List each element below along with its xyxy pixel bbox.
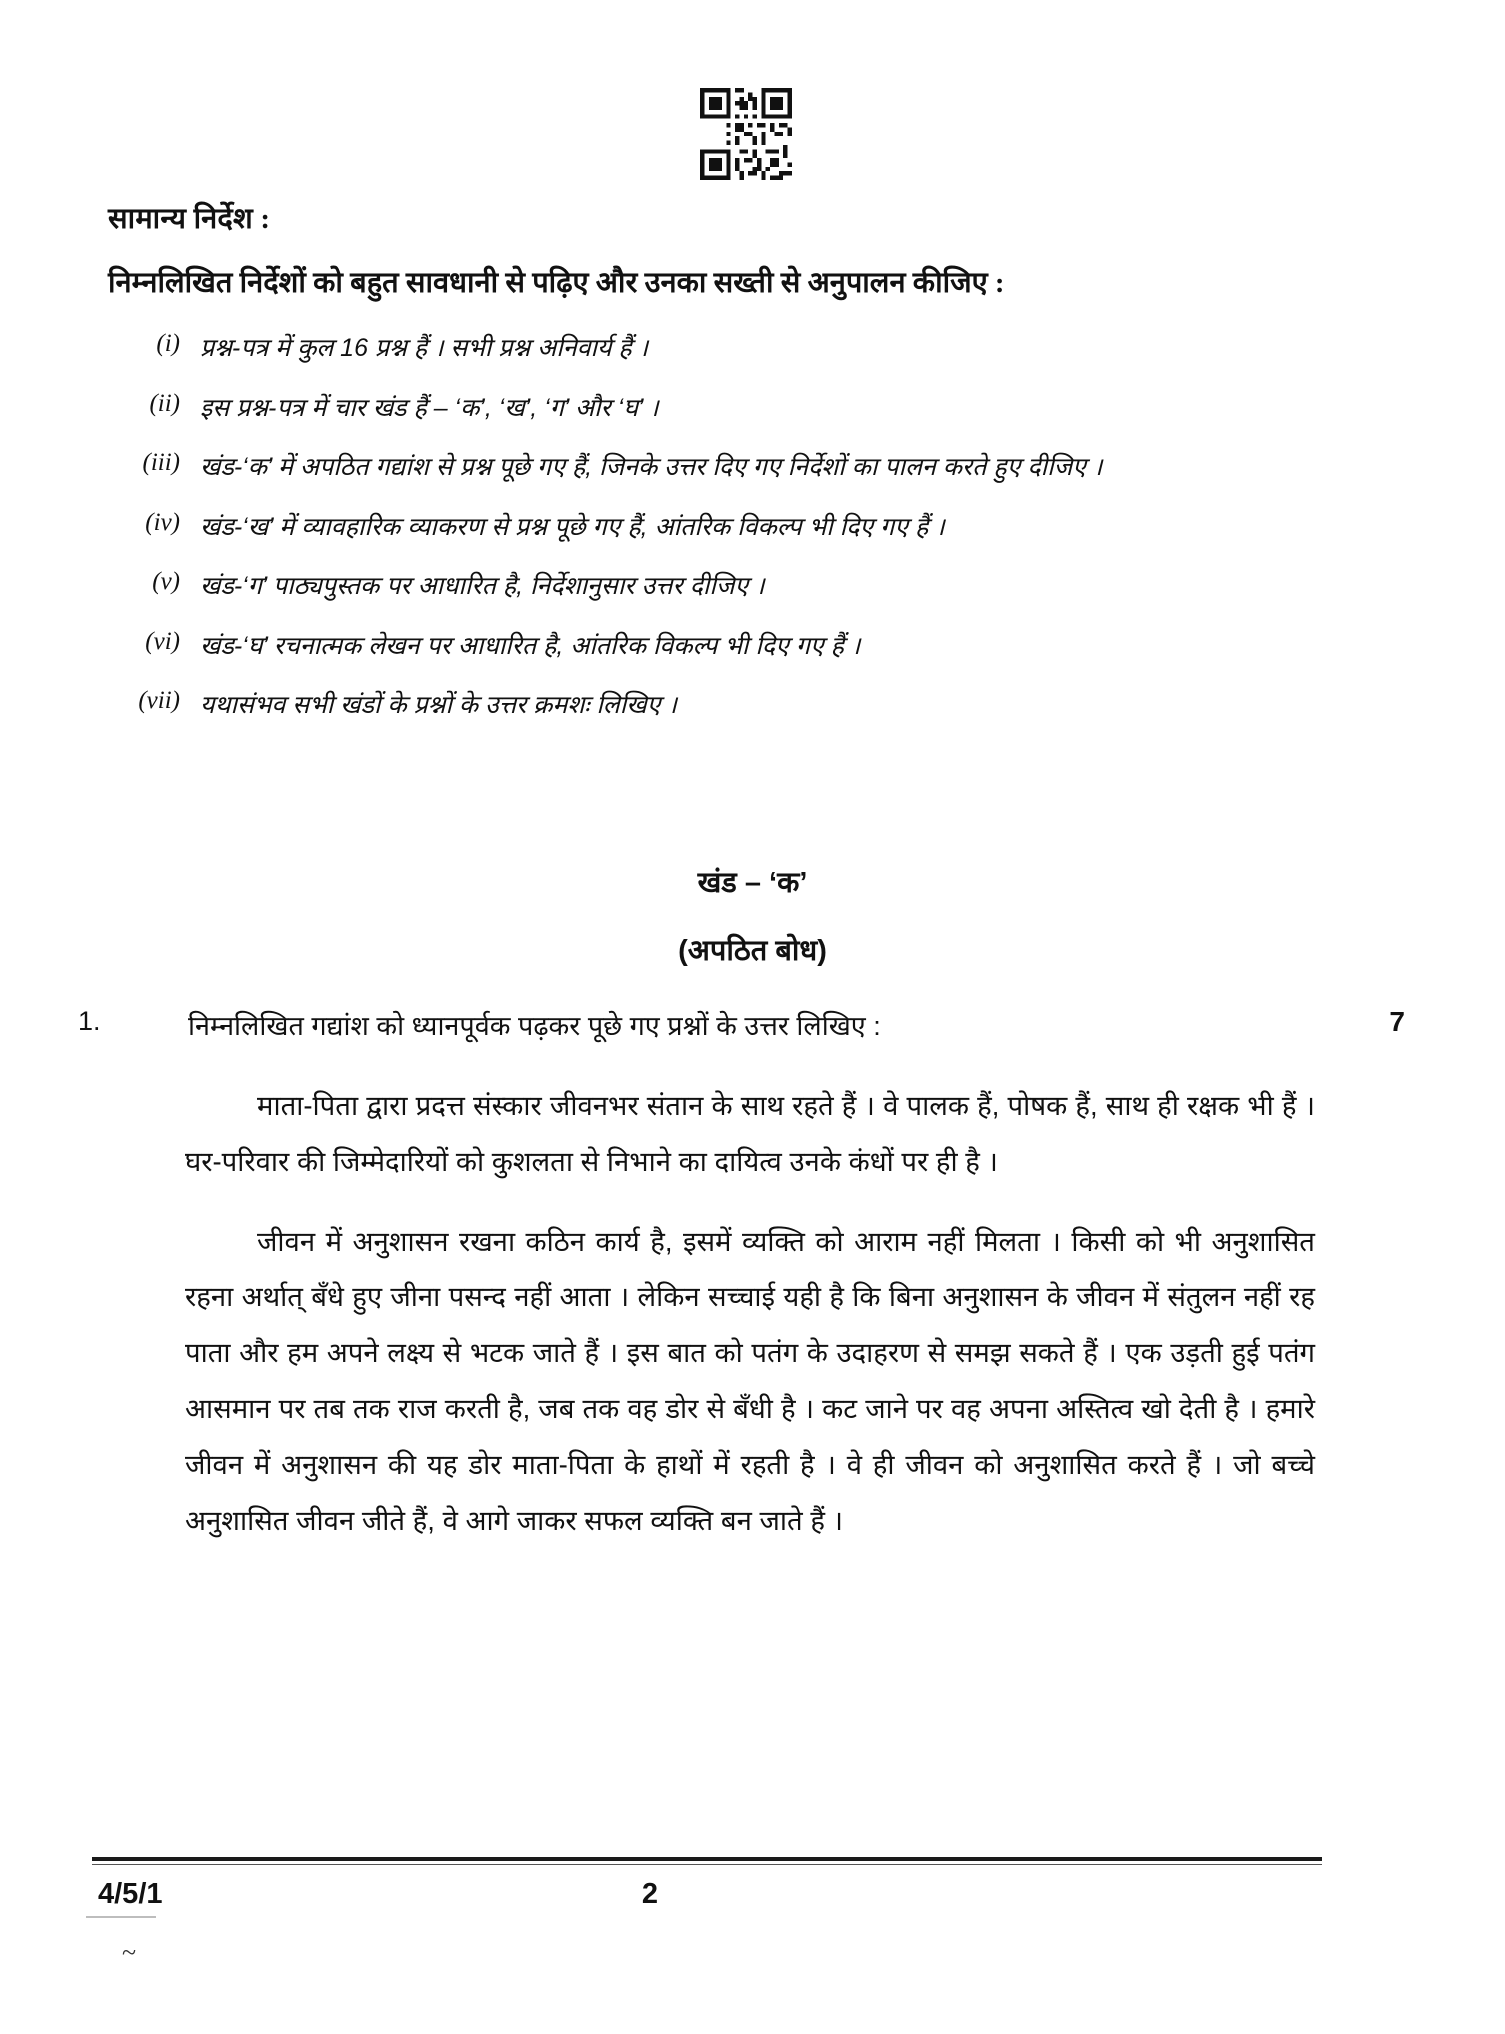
question-marks: 7 <box>1389 1006 1405 1037</box>
instruction-item <box>108 509 1398 547</box>
scan-artifact <box>86 1916 156 1918</box>
qr-code-icon <box>700 88 792 180</box>
instruction-text: खंड-‘क’ में अपठित गद्यांश से प्रश्न पूछे गए हैं, जिनके उत्तर दिए गए निर्देशों का पालन करते हुए दीजिए । <box>200 453 1103 481</box>
page-number: 2 <box>641 1878 659 1910</box>
instruction-item <box>108 449 1398 487</box>
general-instructions-subtitle: निम्नलिखित निर्देशों को बहुत सावधानी से पढ़िए और उनका सख्ती से अनुपालन कीजिए : <box>108 267 1005 299</box>
passage-paragraph: माता-पिता द्वारा प्रदत्त संस्कार जीवनभर संतान के साथ रहते हैं । वे पालक हैं, पोषक हैं, साथ ही रक्षक भी हैं । घर-परिवार की जिम्मेदारियों को कुशलता से निभाने का दायित्व उनके कंधों पर ही है । <box>185 1090 1315 1177</box>
instructions-list <box>108 330 1398 747</box>
instruction-number: (iii) <box>142 449 180 476</box>
instruction-text: इस प्रश्न-पत्र में चार खंड हैं – ‘क’, ‘ख’, ‘ग’ और ‘घ’ । <box>200 393 659 422</box>
instruction-item <box>108 628 1398 666</box>
instruction-number: (v) <box>152 568 180 595</box>
instruction-number: (vi) <box>145 627 180 655</box>
instruction-text: यथासंभव सभी खंडों के प्रश्नों के उत्तर क्रमशः लिखिए । <box>200 691 677 719</box>
instruction-number: (i) <box>156 330 180 357</box>
instruction-item <box>108 568 1398 606</box>
passage-paragraph: जीवन में अनुशासन रखना कठिन कार्य है, इसमें व्यक्ति को आराम नहीं मिलता । किसी को भी अनुशासित रहना अर्थात् बँधे हुए जीना पसन्द नहीं आता । लेकिन सच्चाई यही है कि बिना अनुशासन के जीवन में संतुलन नहीं रह पाता और हम अपने लक्ष्य से भटक जाते हैं । इस बात को पतंग के उदाहरण से समझ सकते हैं । एक उड़ती हुई पतंग आसमान पर तब तक राज करती है, जब तक वह डोर से बँधी है । कट जाने पर वह अपना अस्तित्व खो देती है । हमारे जीवन में अनुशासन की यह डोर माता-पिता के हाथों में रहती है । वे ही जीवन को अनुशासित करते हैं । जो बच्चे अनुशासित जीवन जीते हैं, वे आगे जाकर सफल व्यक्ति बन जाते हैं । <box>185 1225 1315 1536</box>
instruction-text: खंड-‘ग’ पाठ्यपुस्तक पर आधारित है, निर्देशानुसार उत्तर दीजिए । <box>200 572 765 600</box>
instruction-item <box>108 330 1398 368</box>
instruction-item <box>108 687 1398 725</box>
question-number: 1. <box>78 1006 101 1036</box>
footer-divider <box>92 1857 1322 1861</box>
section-title: खंड – ‘क’ <box>697 867 808 899</box>
instruction-number: (ii) <box>149 389 180 417</box>
instruction-text: खंड-‘घ’ रचनात्मक लेखन पर आधारित है, आंतरिक विकल्प भी दिए गए हैं । <box>200 631 861 660</box>
instruction-number: (iv) <box>145 508 180 536</box>
passage <box>185 1078 1315 1573</box>
instruction-number: (vii) <box>138 687 180 714</box>
footer-divider-thin <box>92 1864 1322 1865</box>
instruction-text: प्रश्न-पत्र में कुल 16 प्रश्न हैं । सभी प्रश्न अनिवार्य हैं । <box>200 334 649 362</box>
question-text: निम्नलिखित गद्यांश को ध्यानपूर्वक पढ़कर पूछे गए प्रश्नों के उत्तर लिखिए : <box>188 1011 881 1041</box>
paper-code: 4/5/1 <box>98 1878 163 1910</box>
general-instructions-label: सामान्य निर्देश : <box>108 203 271 235</box>
section-subtitle: (अपठित बोध) <box>678 935 827 967</box>
instruction-text: खंड-‘ख’ में व्यावहारिक व्याकरण से प्रश्न पूछे गए हैं, आंतरिक विकल्प भी दिए गए हैं । <box>200 512 945 541</box>
instruction-item <box>108 390 1398 428</box>
footer-mark: ~ <box>122 1938 137 1967</box>
